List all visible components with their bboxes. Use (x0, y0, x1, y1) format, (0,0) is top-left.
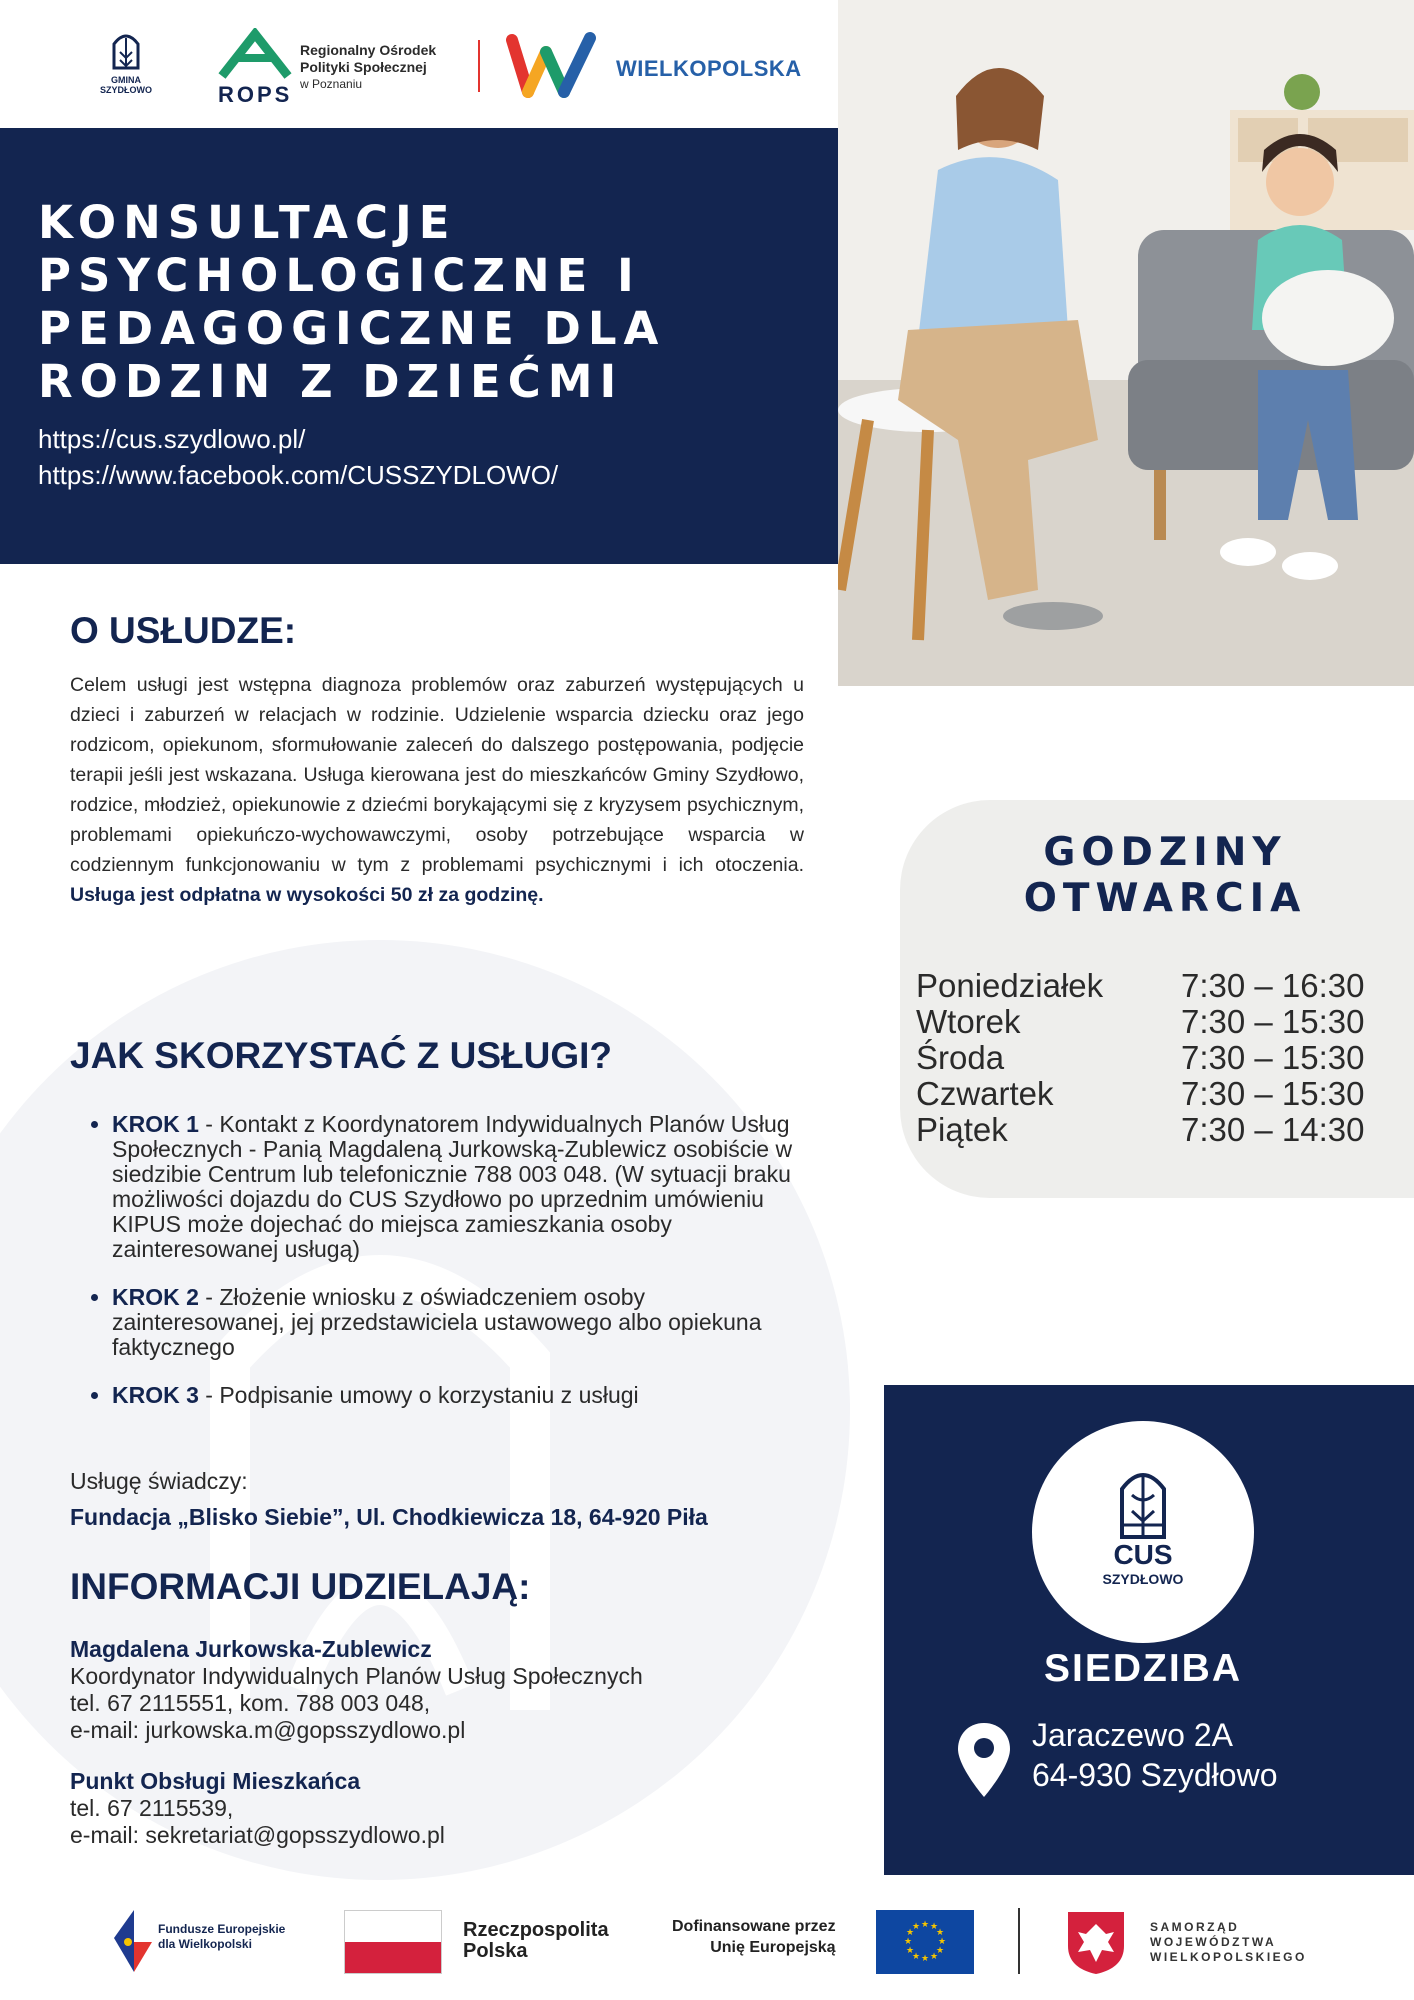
header-separator (478, 40, 480, 92)
hours-day: Środa (916, 1039, 1005, 1076)
provider-value: Fundacja „Blisko Siebie”, Ul. Chodkiewicza 18, 64-920 Piła (70, 1504, 708, 1530)
cus-logo-sub: SZYDŁOWO (1102, 1571, 1184, 1587)
logo-bar (0, 0, 838, 128)
rops-name-sub: w Poznaniu (300, 77, 363, 91)
step-text: - Podpisanie umowy o korzystaniu z usługi (198, 1382, 639, 1408)
consultation-photo (838, 0, 1414, 686)
wielkopolska-mark-icon (506, 30, 598, 104)
contact-phone[interactable]: tel. 67 2115539, (70, 1795, 234, 1821)
opening-hours-panel (900, 800, 1414, 1198)
hours-row (916, 1040, 1365, 1076)
hours-day: Piątek (916, 1111, 1008, 1148)
ue-line-1: Dofinansowane przez (672, 1918, 836, 1935)
gmina-crest-icon (111, 30, 141, 70)
svg-text:★: ★ (911, 1922, 921, 1932)
hours-row (916, 1076, 1365, 1112)
footer-separator (1018, 1908, 1020, 1974)
rops-name-line-1: Regionalny Ośrodek (300, 42, 437, 58)
hours-time: 7:30 – 15:30 (1181, 1075, 1365, 1112)
website-link[interactable]: https://cus.szydlowo.pl/ (38, 424, 306, 454)
gmina-logo-line-2: SZYDŁOWO (100, 85, 152, 95)
hours-day: Wtorek (916, 1003, 1021, 1040)
sw-line-1: SAMORZĄD (1150, 1920, 1240, 1934)
svg-text:★: ★ (905, 1928, 915, 1938)
about-text (70, 670, 804, 910)
rops-name-line-2: Polityki Społecznej (300, 59, 427, 75)
svg-text:★: ★ (903, 1937, 913, 1947)
contact-name: Punkt Obsługi Mieszkańca (70, 1768, 361, 1794)
location-pin-icon (956, 1721, 1012, 1799)
rops-mark-icon (218, 28, 292, 80)
step-item (112, 1285, 812, 1360)
svg-text:★: ★ (935, 1928, 945, 1938)
eu-flag-icon (876, 1910, 974, 1974)
step-text: - Złożenie wniosku z oświadczeniem osoby zainteresowanej, jej przedstawiciela ustawowego albo opiekuna faktycznego (112, 1284, 762, 1360)
contact-name: Magdalena Jurkowska-Zublewicz (70, 1636, 432, 1662)
contact-coordinator (70, 1636, 643, 1744)
gmina-szydlowo-logo (88, 30, 164, 95)
steps-list (112, 1112, 812, 1431)
about-description: Celem usługi jest wstępna diagnoza problemów oraz zaburzeń występujących u dzieci i zaburzeń w relacjach w rodzinie. Udzielenie wsparcia dziecku oraz jego rodzicom, opiekunom, sformułowanie zaleceń do dalszego postępowania, podjęcie terapii jeśli jest wskazana. Usługa kierowana jest do mieszkańców Gminy Szydłowo, rodzice, młodzież, opiekunowie z dziećmi borykającymi się z kryzysem psychicznym, problemami opiekuńczo-wychowawczymi, osoby potrzebujące wsparcia w codziennym funkcjonowaniu w tym z problemami psychicznymi i ich otoczenia. (70, 674, 804, 876)
rops-wordmark: ROPS (218, 82, 293, 107)
footer-logos (0, 1880, 1414, 2000)
poland-flag-icon (344, 1910, 442, 1974)
step-label: KROK 1 (112, 1111, 199, 1137)
fe-line-1: Fundusze Europejskie (158, 1922, 286, 1936)
svg-text:★: ★ (929, 1922, 939, 1932)
svg-text:★: ★ (920, 1920, 930, 1930)
hours-row (916, 1112, 1365, 1148)
cus-logo-main: CUS (1113, 1539, 1173, 1570)
eu-funding-text (672, 1916, 836, 1958)
contact-email[interactable]: e-mail: jurkowska.m@gopsszydlowo.pl (70, 1717, 466, 1743)
step-label: KROK 2 (112, 1284, 199, 1310)
svg-text:★: ★ (935, 1946, 945, 1956)
wielkopolska-coat-of-arms-icon (1066, 1910, 1126, 1976)
ue-line-2: Unię Europejską (710, 1939, 836, 1956)
page-title: KONSULTACJE PSYCHOLOGICZNE I PEDAGOGICZNE DLA RODZIN Z DZIEĆMI (38, 196, 666, 408)
svg-text:★: ★ (937, 1937, 947, 1947)
fundusze-europejskie-text (158, 1922, 285, 1952)
how-heading: JAK SKORZYSTAĆ Z USŁUGI? (70, 1035, 612, 1076)
svg-text:★: ★ (911, 1952, 921, 1962)
rp-line-2: Polska (463, 1940, 528, 1962)
seat-title: SIEDZIBA (1043, 1647, 1242, 1690)
about-price: Usługa jest odpłatna w wysokości 50 zł za godzinę. (70, 884, 544, 906)
about-heading: O USŁUDZE: (70, 610, 297, 651)
contact-email[interactable]: e-mail: sekretariat@gopsszydlowo.pl (70, 1822, 445, 1848)
samorzad-text (1150, 1920, 1307, 1965)
title-block (0, 128, 838, 564)
cus-logo (1032, 1421, 1254, 1643)
hours-time: 7:30 – 14:30 (1181, 1111, 1365, 1148)
info-heading: INFORMACJI UDZIELAJĄ: (70, 1566, 531, 1607)
facebook-link[interactable]: https://www.facebook.com/CUSSZYDLOWO/ (38, 460, 559, 490)
hours-time: 7:30 – 15:30 (1181, 1039, 1365, 1076)
step-item (112, 1112, 812, 1262)
hours-time: 7:30 – 15:30 (1181, 1003, 1365, 1040)
cus-crest-icon (1118, 1461, 1168, 1541)
sw-line-2: WOJEWÓDZTWA (1150, 1935, 1277, 1949)
hours-row (916, 1004, 1365, 1040)
provider-label: Usługę świadczy: (70, 1468, 248, 1494)
sw-line-3: WIELKOPOLSKIEGO (1150, 1950, 1307, 1964)
address-line-2: 64-930 Szydłowo (1032, 1757, 1278, 1793)
rzeczpospolita-text (463, 1920, 609, 1962)
gmina-logo-line-1: GMINA (111, 75, 141, 85)
step-item (112, 1383, 812, 1408)
svg-text:★: ★ (905, 1946, 915, 1956)
svg-text:★: ★ (929, 1952, 939, 1962)
svg-text:★: ★ (920, 1954, 930, 1964)
step-text: - Kontakt z Koordynatorem Indywidualnych Planów Usług Społecznych - Panią Magdaleną Jurkowską-Zublewicz osobiście w siedzibie Centrum lub telefonicznie 788 003 048. (W sytuacji braku możliwości dojazdu do CUS Szydłowo po uprzednim umówieniu KIPUS może dojechać do miejsca zamieszkania osoby zainteresowanej usługą) (112, 1111, 793, 1262)
fundusze-europejskie-icon (112, 1908, 154, 1974)
hours-row (916, 968, 1365, 1004)
hours-day: Poniedziałek (916, 967, 1104, 1004)
rops-name (300, 42, 436, 93)
contact-service-point (70, 1768, 445, 1849)
contact-role: Koordynator Indywidualnych Planów Usług Społecznych (70, 1663, 643, 1689)
seat-box (884, 1385, 1414, 1875)
rp-line-1: Rzeczpospolita (463, 1919, 609, 1941)
contact-phone[interactable]: tel. 67 2115551, kom. 788 003 048, (70, 1690, 431, 1716)
opening-hours-title: GODZINY OTWARCIA (1023, 830, 1307, 921)
fe-line-2: dla Wielkopolski (158, 1937, 252, 1951)
hours-day: Czwartek (916, 1075, 1054, 1112)
wielkopolska-wordmark: WIELKOPOLSKA (616, 56, 802, 81)
hours-time: 7:30 – 16:30 (1181, 967, 1365, 1004)
step-label: KROK 3 (112, 1382, 199, 1408)
address-line-1: Jaraczewo 2A (1032, 1717, 1233, 1753)
rops-logo (218, 28, 458, 107)
